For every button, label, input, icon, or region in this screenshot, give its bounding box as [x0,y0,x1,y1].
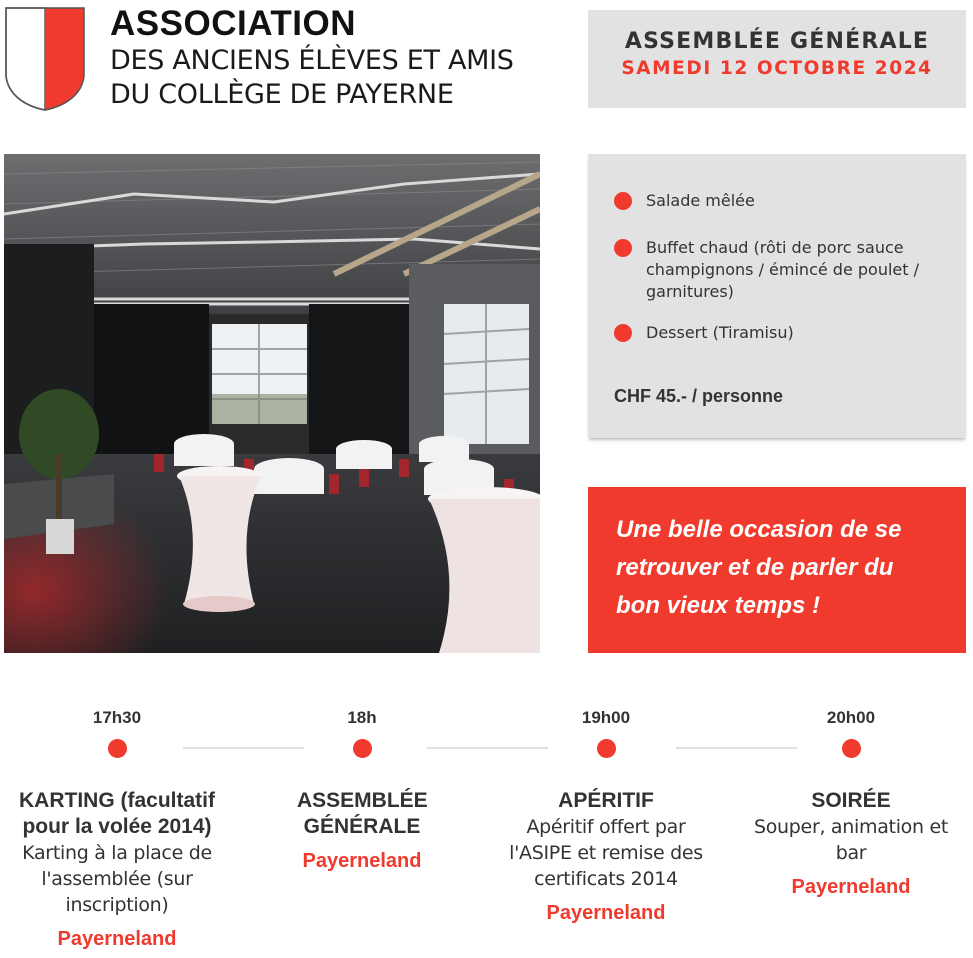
timeline-time: 18h [347,708,377,727]
payerne-crest-icon [4,6,86,112]
timeline-step-aperitif [486,708,726,926]
timeline-title: SOIRÉE [811,789,891,812]
timeline-place: Payerneland [791,876,911,898]
timeline-time: 20h00 [826,708,876,727]
association-title [110,4,514,112]
menu-item-text: Buffet chaud (rôti de porc sauce champignons / émincé de poulet / garnitures) [646,238,920,301]
list-item [614,190,934,212]
bullet-icon [614,324,632,342]
timeline-step-soiree [731,708,971,900]
timeline-time: 17h30 [92,708,142,727]
association-title-line2: DES ANCIENS ÉLÈVES ET AMIS [110,45,514,76]
timeline-title: ASSEMBLÉE GÉNÉRALE [297,789,428,838]
event-date: SAMEDI 12 OCTOBRE 2024 [621,58,933,79]
timeline-title: APÉRITIF [558,789,654,812]
menu-box [588,154,966,438]
timeline-step-assemblee [242,708,482,874]
list-item [614,237,956,303]
timeline-description: Karting à la place de l'assemblée (sur inscription) [22,842,212,916]
event-name: ASSEMBLÉE GÉNÉRALE [624,29,930,54]
timeline-dot-icon [842,739,861,758]
list-item [614,322,934,344]
banquet-hall-photo [4,154,540,653]
bullet-icon [614,192,632,210]
timeline-title: KARTING (facultatif pour la volée 2014) [19,789,215,838]
quote-box [588,487,966,653]
timeline-description: Apéritif offert par l'ASIPE et remise des certificats 2014 [509,816,703,890]
timeline-place: Payerneland [57,928,177,950]
bullet-icon [614,239,632,257]
timeline-step-karting [0,708,237,952]
association-title-line1: ASSOCIATION [110,4,356,43]
menu-price: CHF 45.- / personne [614,386,784,406]
menu-item-text: Salade mêlée [646,191,755,210]
event-header-box [588,10,966,108]
quote-text: Une belle occasion de se retrouver et de parler du bon vieux temps ! [616,516,902,619]
timeline-place: Payerneland [302,850,422,872]
timeline-time: 19h00 [581,708,631,727]
timeline-dot-icon [353,739,372,758]
timeline-place: Payerneland [546,902,666,924]
timeline-description: Souper, animation et bar [753,816,949,864]
timeline-dot-icon [108,739,127,758]
timeline-dot-icon [597,739,616,758]
menu-item-text: Dessert (Tiramisu) [646,323,794,342]
association-title-line3: DU COLLÈGE DE PAYERNE [110,79,454,110]
